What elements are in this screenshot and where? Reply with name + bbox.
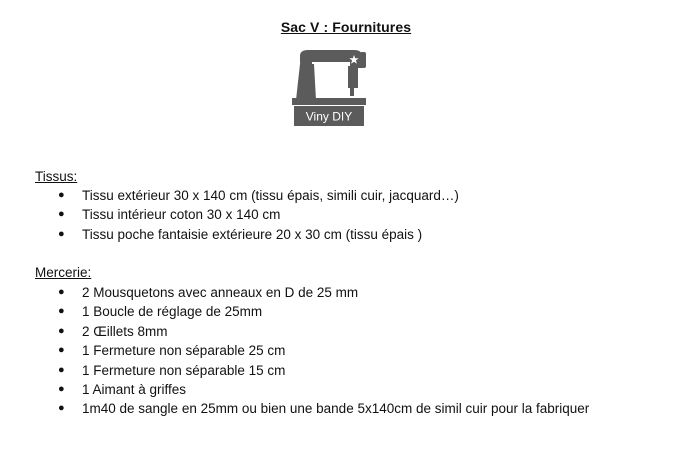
mercerie-list xyxy=(55,283,589,419)
bullet-icon: ● xyxy=(58,402,65,415)
tissus-list xyxy=(55,186,459,244)
list-item: ● 1 Aimant à griffes xyxy=(55,380,589,399)
list-item: ● 1 Fermeture non séparable 25 cm xyxy=(55,341,589,360)
logo-brand-text: Viny DIY xyxy=(305,109,353,124)
section-heading-mercerie: Mercerie: xyxy=(35,265,92,280)
bullet-icon: ● xyxy=(58,363,65,376)
list-item: ● Tissu poche fantaisie extérieure 20 x 30 cm (tissu épais ) xyxy=(55,225,459,244)
list-item: ● 1 Boucle de réglage de 25mm xyxy=(55,302,589,321)
list-item: ● 1 Fermeture non séparable 15 cm xyxy=(55,361,589,380)
bullet-icon: ● xyxy=(58,324,65,337)
page-title: Sac V : Fournitures xyxy=(280,19,412,35)
bullet-icon: ● xyxy=(58,305,65,318)
list-item: ● 2 Œillets 8mm xyxy=(55,322,589,341)
bullet-icon: ● xyxy=(58,344,65,357)
bullet-icon: ● xyxy=(58,189,65,201)
list-item: ● 2 Mousquetons avec anneaux en D de 25 mm xyxy=(55,283,589,302)
bullet-icon: ● xyxy=(58,286,65,298)
list-item: ● 1m40 de sangle en 25mm ou bien une bande 5x140cm de simil cuir pour la fabriquer xyxy=(55,399,589,418)
bullet-icon: ● xyxy=(58,227,65,240)
list-item: ● Tissu intérieur coton 30 x 140 cm xyxy=(55,205,459,224)
viny-diy-logo xyxy=(290,48,368,128)
bullet-icon: ● xyxy=(58,382,65,395)
sewing-machine-icon xyxy=(290,48,368,128)
section-heading-tissus: Tissus: xyxy=(35,169,78,184)
list-item: ● Tissu extérieur 30 x 140 cm (tissu épais, simili cuir, jacquard…) xyxy=(55,186,459,205)
bullet-icon: ● xyxy=(58,208,65,221)
